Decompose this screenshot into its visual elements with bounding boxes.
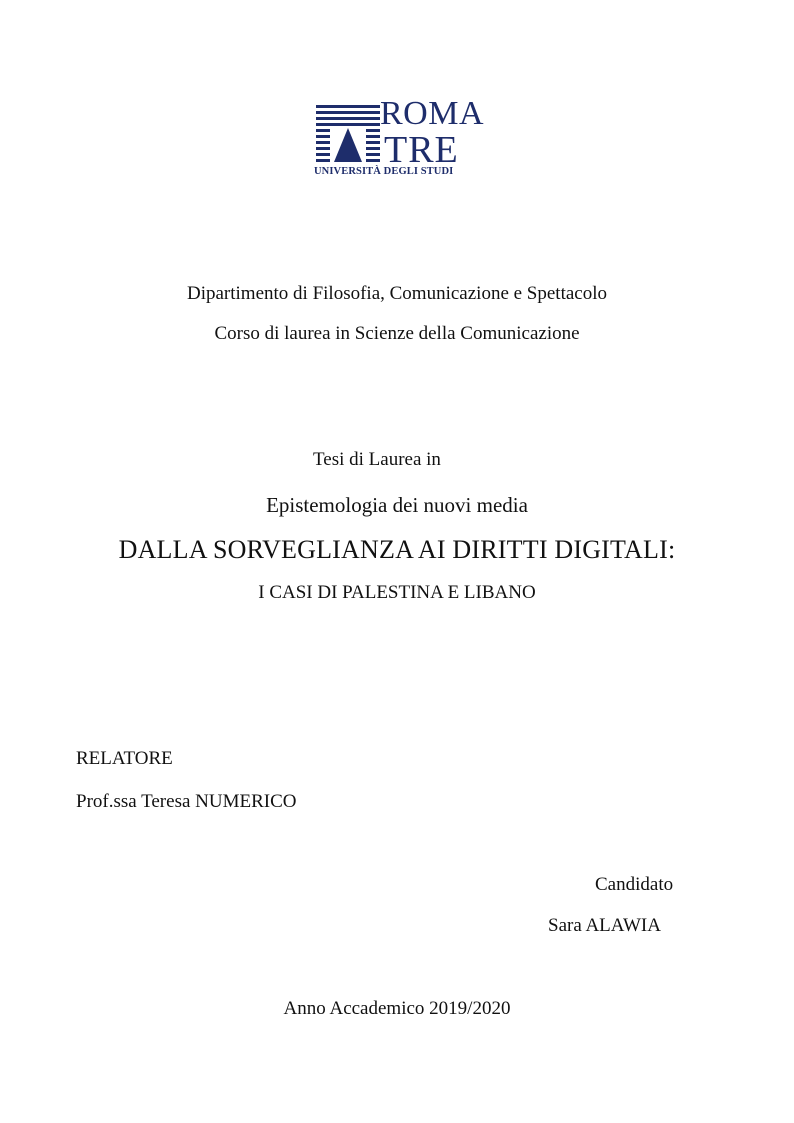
thesis-title: DALLA SORVEGLIANZA AI DIRITTI DIGITALI: <box>118 535 676 564</box>
thesis-intro: Tesi di Laurea in <box>313 449 441 470</box>
logo-word-tre: TRE <box>384 129 459 171</box>
thesis-subject: Epistemologia dei nuovi media <box>266 493 528 517</box>
supervisor-name: Prof.ssa Teresa NUMERICO <box>76 791 297 812</box>
academic-year: Anno Accademico 2019/2020 <box>283 998 511 1019</box>
candidate-name: Sara ALAWIA <box>548 915 661 936</box>
department-name: Dipartimento di Filosofia, Comunicazione e Spettacolo <box>186 283 608 304</box>
course-name: Corso di laurea in Scienze della Comunicazione <box>214 323 580 344</box>
supervisor-label: RELATORE <box>76 748 173 769</box>
logo-subtitle: UNIVERSITÀ DEGLI STUDI <box>314 166 454 177</box>
logo-word-roma: ROMA <box>380 95 485 132</box>
candidate-label: Candidato <box>595 874 674 895</box>
university-logo <box>314 95 485 181</box>
thesis-subtitle: I CASI DI PALESTINA E LIBANO <box>258 582 536 603</box>
